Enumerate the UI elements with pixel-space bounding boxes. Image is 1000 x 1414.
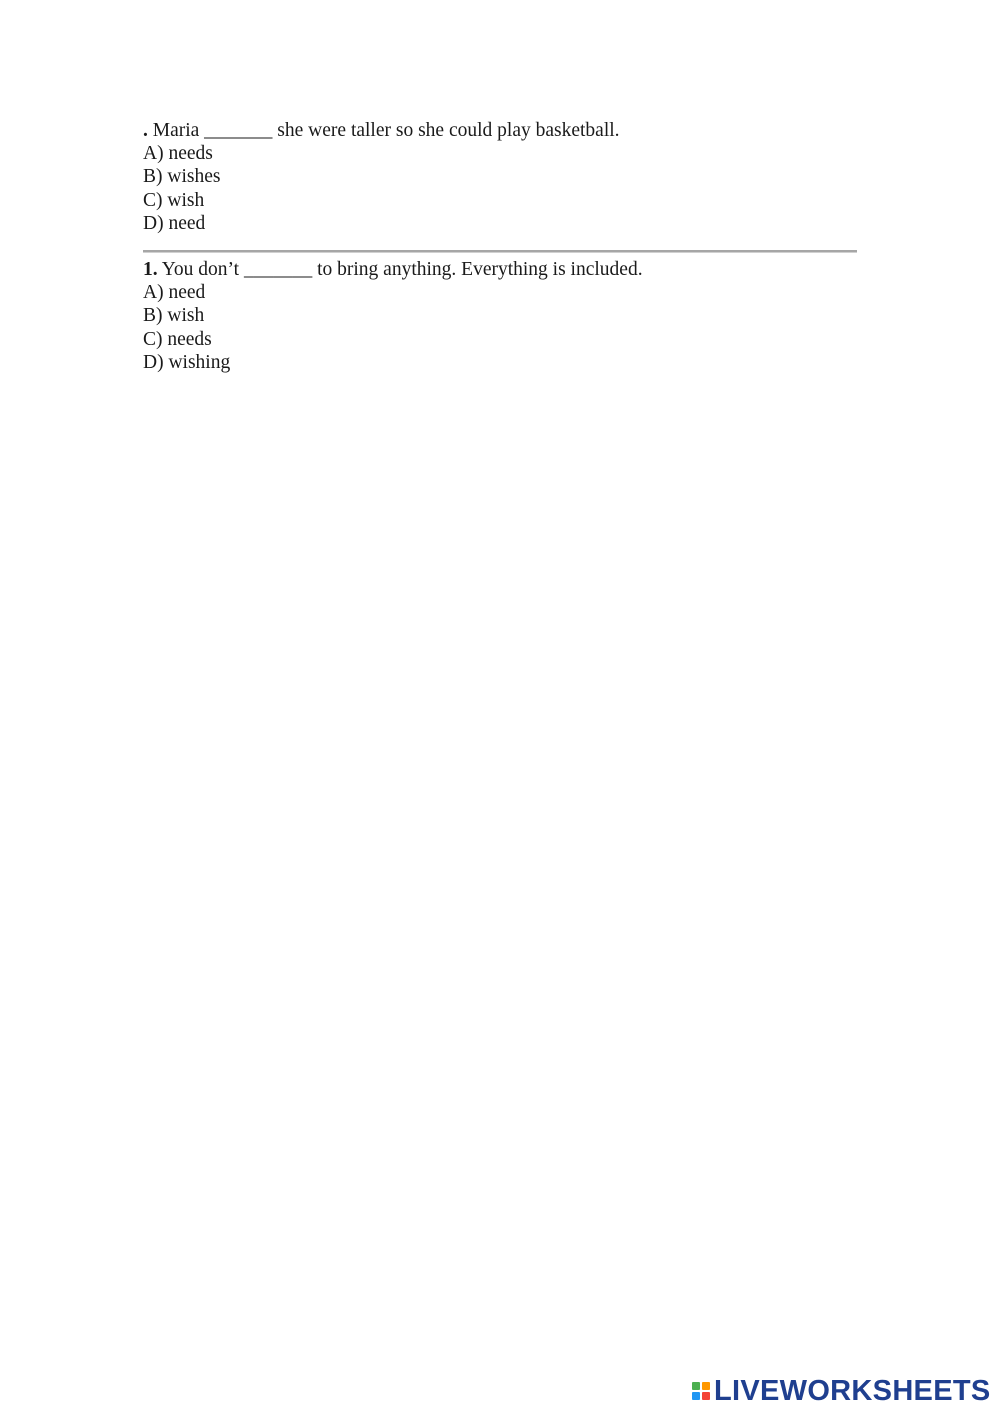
- question-1: [143, 119, 620, 235]
- question-1-text: Maria _______ she were taller so she could play basketball.: [147, 120, 620, 141]
- question-2-option-b[interactable]: B) wish: [143, 305, 205, 327]
- question-2-option-c[interactable]: C) needs: [143, 328, 212, 350]
- liveworksheets-wordmark: LIVEWORKSHEETS: [714, 1375, 991, 1407]
- question-2-option-d[interactable]: D) wishing: [143, 351, 231, 373]
- question-1-option-d[interactable]: D) need: [143, 212, 206, 234]
- question-1-number: .: [143, 120, 148, 141]
- question-2-option-a[interactable]: A) need: [143, 282, 206, 304]
- logo-square-3: [692, 1392, 700, 1400]
- liveworksheets-logo-icon: [692, 1382, 710, 1400]
- question-divider: [143, 250, 857, 253]
- question-1-stem: [143, 119, 620, 142]
- logo-square-1: [692, 1382, 700, 1390]
- question-2-text: You don’t _______ to bring anything. Everything is included.: [157, 259, 643, 280]
- logo-square-4: [702, 1392, 710, 1400]
- question-2: [143, 258, 643, 374]
- liveworksheets-brand[interactable]: [692, 1375, 991, 1407]
- question-2-number: 1.: [143, 259, 158, 280]
- question-1-option-b[interactable]: B) wishes: [143, 166, 221, 188]
- logo-square-2: [702, 1382, 710, 1390]
- question-1-option-a[interactable]: A) needs: [143, 143, 213, 165]
- question-1-option-c[interactable]: C) wish: [143, 189, 205, 211]
- question-2-stem: [143, 258, 643, 281]
